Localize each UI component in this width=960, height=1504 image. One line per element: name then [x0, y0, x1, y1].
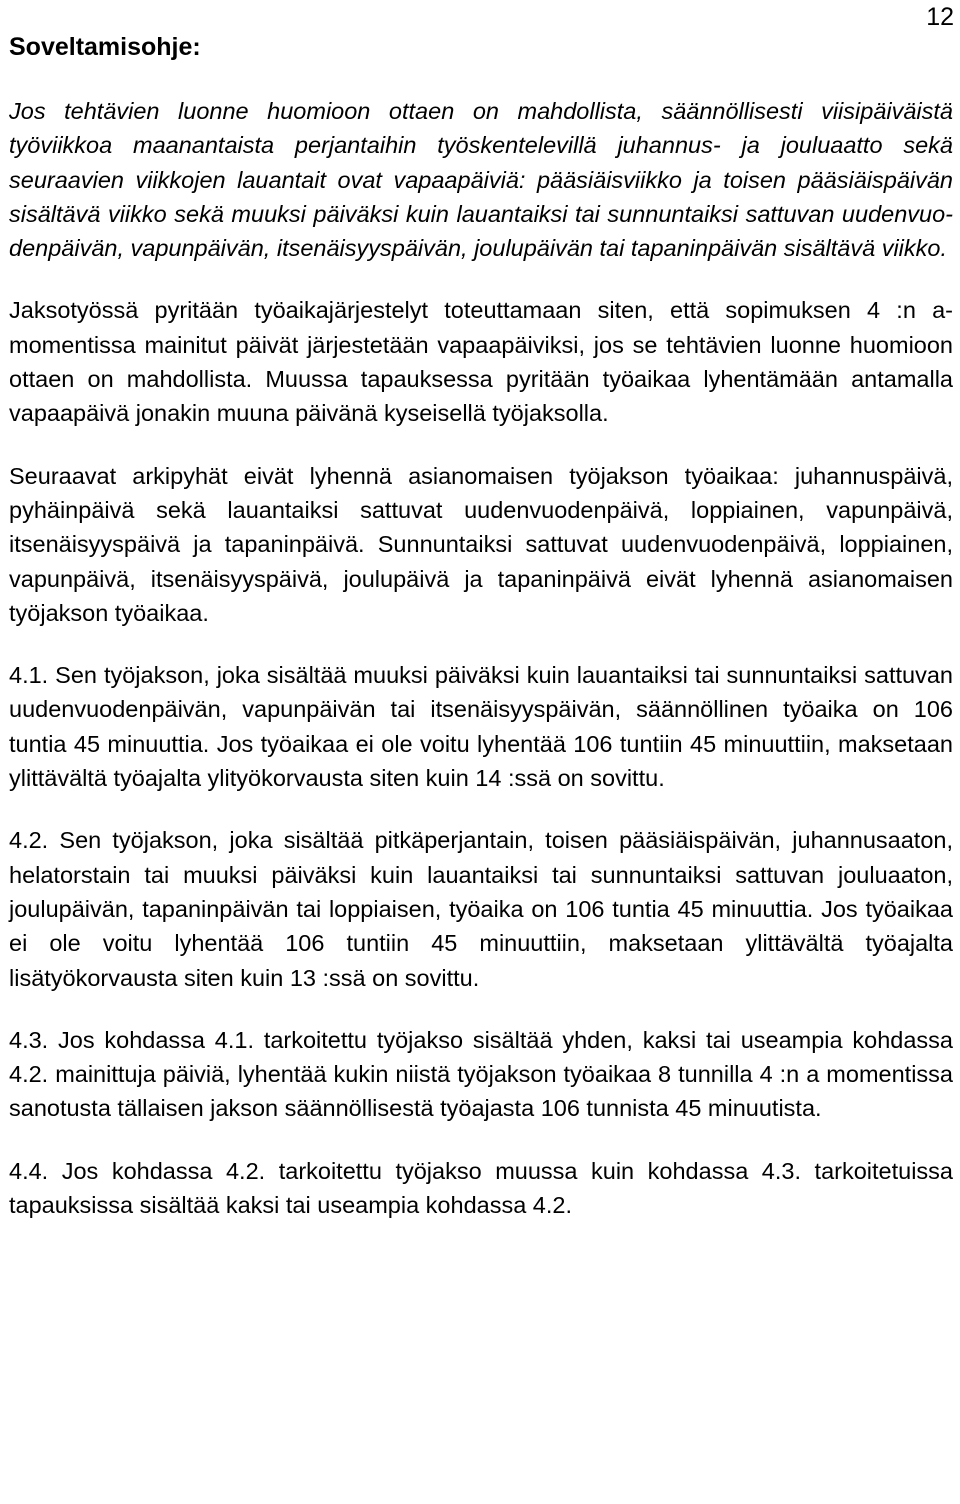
paragraph-holiday-weeks: Jos tehtävien luonne huomioon ottaen on mahdollista, säännöllisesti viisipäiväistä työviikkoa maanantaista perjantaihin työskentelevillä juhannus- ja jouluaatto sekä seuraavien viikkojen lauantait ovat vapaapäiviä: pääsiäisviikko ja toisen pääsiäispäivän sisältävä viikko sekä muuksi päiväksi kuin lauantaiksi tai sunnuntaiksi sattuvan uudenvuodenpäivän, vapunpäivän, itsenäisyyspäivän, joulupäivän tai tapaninpäivän sisältävä viikko.: [9, 98, 953, 262]
paragraph-section-4-3: 4.3. Jos kohdassa 4.1. tarkoitettu työjakso sisältää yhden, kaksi tai useampia kohdassa 4.2. mainittuja päiviä, lyhentää kukin niistä työjakson työaikaa 8 tunnilla 4 :n a momentissa sanotusta tällaisen jakson säännöllisestä työajasta 106 tunnista 45 minuutista.: [9, 1026, 953, 1122]
paragraph-section-4-1: 4.1. Sen työjakson, joka sisältää muuksi päiväksi kuin lauantaiksi tai sunnuntaiksi sattuvan uudenvuodenpäivän, vapunpäivän tai itsenäisyyspäivän, säännöllinen työaika on 106 tuntia 45 minuuttia. Jos työaikaa ei ole voitu lyhentää 106 tuntiin 45 minuuttiin, maksetaan ylittävältä työajalta ylityökorvausta siten kuin 14 :ssä on sovittu.: [9, 662, 953, 792]
paragraph-section-4-4: 4.4. Jos kohdassa 4.2. tarkoitettu työjakso muussa kuin kohdassa 4.3. tarkoitetuissa tapauksissa sisältää kaksi tai useampia kohdassa 4.2.: [9, 1157, 953, 1219]
paragraph-public-holidays: Seuraavat arkipyhät eivät lyhennä asianomaisen työjakson työaikaa: juhannuspäivä, pyhäinpäivä sekä lauantaiksi sattuvat uudenvuodenpäivä, loppiainen, vapunpäivä, itsenäisyyspäivä ja tapaninpäivä. Sunnuntaiksi sattuvat uudenvuodenpäivä, loppiainen, vapunpäivä, itsenäisyyspäivä, joulupäivä ja tapaninpäivä eivät lyhennä asianomaisen työjakson työaikaa.: [9, 462, 953, 626]
paragraph-section-4-2: 4.2. Sen työjakson, joka sisältää pitkäperjantain, toisen pääsiäispäivän, juhannusaaton, helatorstain tai muuksi päiväksi kuin lauantaiksi tai sunnuntaiksi sattuvan jouluaaton, joulupäivän, tapaninpäivän tai loppiaisen, työaika on 106 tuntia 45 minuuttia. Jos työaikaa ei ole voitu lyhentää 106 tuntiin 45 minuuttiin, maksetaan ylittävältä työajalta lisätyökorvausta siten kuin 13 :ssä on sovittu.: [9, 827, 953, 991]
section-heading: Soveltamisohje:: [9, 33, 201, 61]
document-body: [9, 94, 953, 1222]
page-number: 12: [926, 3, 954, 31]
paragraph-shift-work: Jaksotyössä pyritään työaikajärjestelyt toteuttamaan siten, että sopimuksen 4 :n a- momentissa mainitut päivät järjestetään vapaapäiviksi, jos se tehtävien luonne huomioon ottaen on mahdollista. Muussa tapauksessa pyritään työaikaa lyhentämään antamalla vapaapäivä jonakin muuna päivänä kyseisellä työjaksolla.: [9, 297, 953, 427]
